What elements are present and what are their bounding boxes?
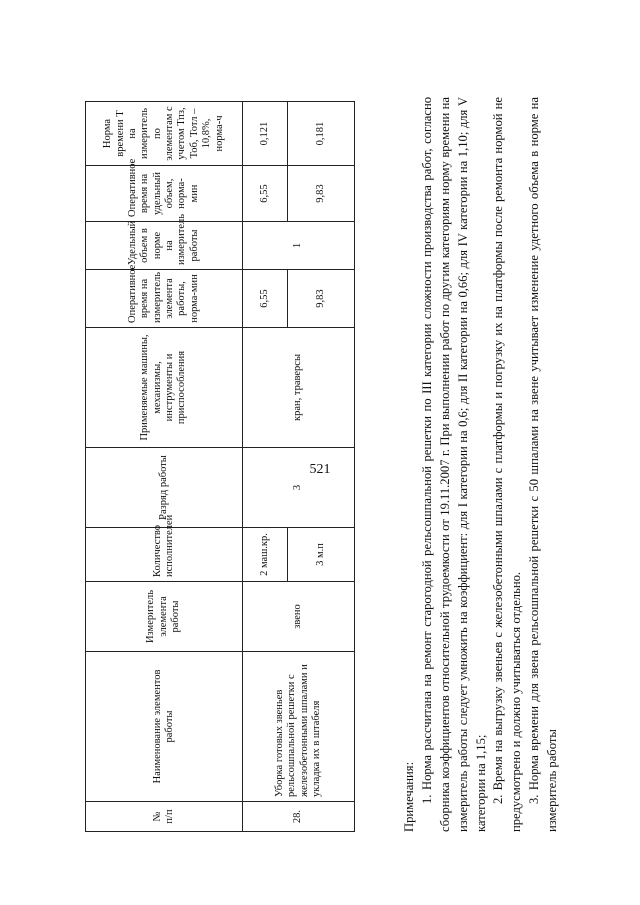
header-grade: Разряд работы	[86, 448, 243, 528]
notes-title: Примечания:	[402, 761, 416, 832]
table-row	[243, 102, 288, 832]
header-norm-time: Норма времени Т на измеритель по элементам с учетом Тпз, Тоб, Тотл – 10,8%, норма-ч	[86, 102, 243, 166]
cell-performers-1: 2 маш.кр.	[243, 528, 288, 582]
header-op-time-unit: Оперативное время на удельный объем, норма-мин	[86, 166, 243, 222]
cell-op-time-unit-2: 9,83	[288, 166, 355, 222]
page-number: 521	[309, 462, 331, 477]
cell-op-time-meter-1: 6,55	[243, 270, 288, 328]
cell-performers-2: 3 м.п	[288, 528, 355, 582]
cell-grade: 3	[243, 448, 355, 528]
header-unit-volume: Удельный объем в норме на измеритель работы	[86, 222, 243, 270]
note-item: 1. Норма рассчитана на ремонт старогодной рельсошпальной решетки по III категории сложности производства работ, согласно сборника коэффициентов относительной трудоемкости от 19.11.2007 г. При выполнении работ по другим категориям норму времени на измеритель работы следует умножить на коэффициент: для I категории на 0,6; для II категории на 0,66; для IV категории на 1,10; для V категории на 1,15;	[419, 97, 488, 832]
header-op-time-meter: Оперативное время на измеритель элемента работы, норма-мин	[86, 270, 243, 328]
cell-op-time-meter-2: 9,83	[288, 270, 355, 328]
cell-name: Уборка готовых звеньев рельсошпальной решетки с железобетонными шпалами и укладка их в штабеля	[243, 652, 355, 802]
note-item: 3. Норма времени для звена рельсошпальной решетки с 50 шпалами на звене учитывает изменение удетного объема в норме на измеритель работы	[527, 97, 559, 832]
cell-norm-time-2: 0,181	[288, 102, 355, 166]
table-header-row	[86, 102, 243, 832]
cell-norm-time-1: 0,121	[243, 102, 288, 166]
norm-table	[85, 101, 355, 832]
notes-section	[401, 97, 562, 832]
header-machines: Применяемые машины, механизмы, инструменты и приспособления	[86, 328, 243, 448]
cell-num: 28.	[243, 802, 355, 832]
note-item: 2. Время на выгрузку звеньев с железобетонными шпалами с платформы и погрузку их на платформы после ремонта нормой не предусмотрено и должно учитываться отдельно.	[491, 97, 524, 832]
cell-meter: звено	[243, 582, 355, 652]
header-name: Наименование элементов работы	[86, 652, 243, 802]
cell-machines: кран, траверсы	[243, 328, 355, 448]
cell-op-time-unit-1: 6,55	[243, 166, 288, 222]
rotated-page-content	[85, 72, 559, 832]
header-num: № п/п	[86, 802, 243, 832]
header-performers: Количество исполнителей	[86, 528, 243, 582]
header-meter: Измеритель элемента работы	[86, 582, 243, 652]
cell-unit-volume: 1	[243, 222, 355, 270]
